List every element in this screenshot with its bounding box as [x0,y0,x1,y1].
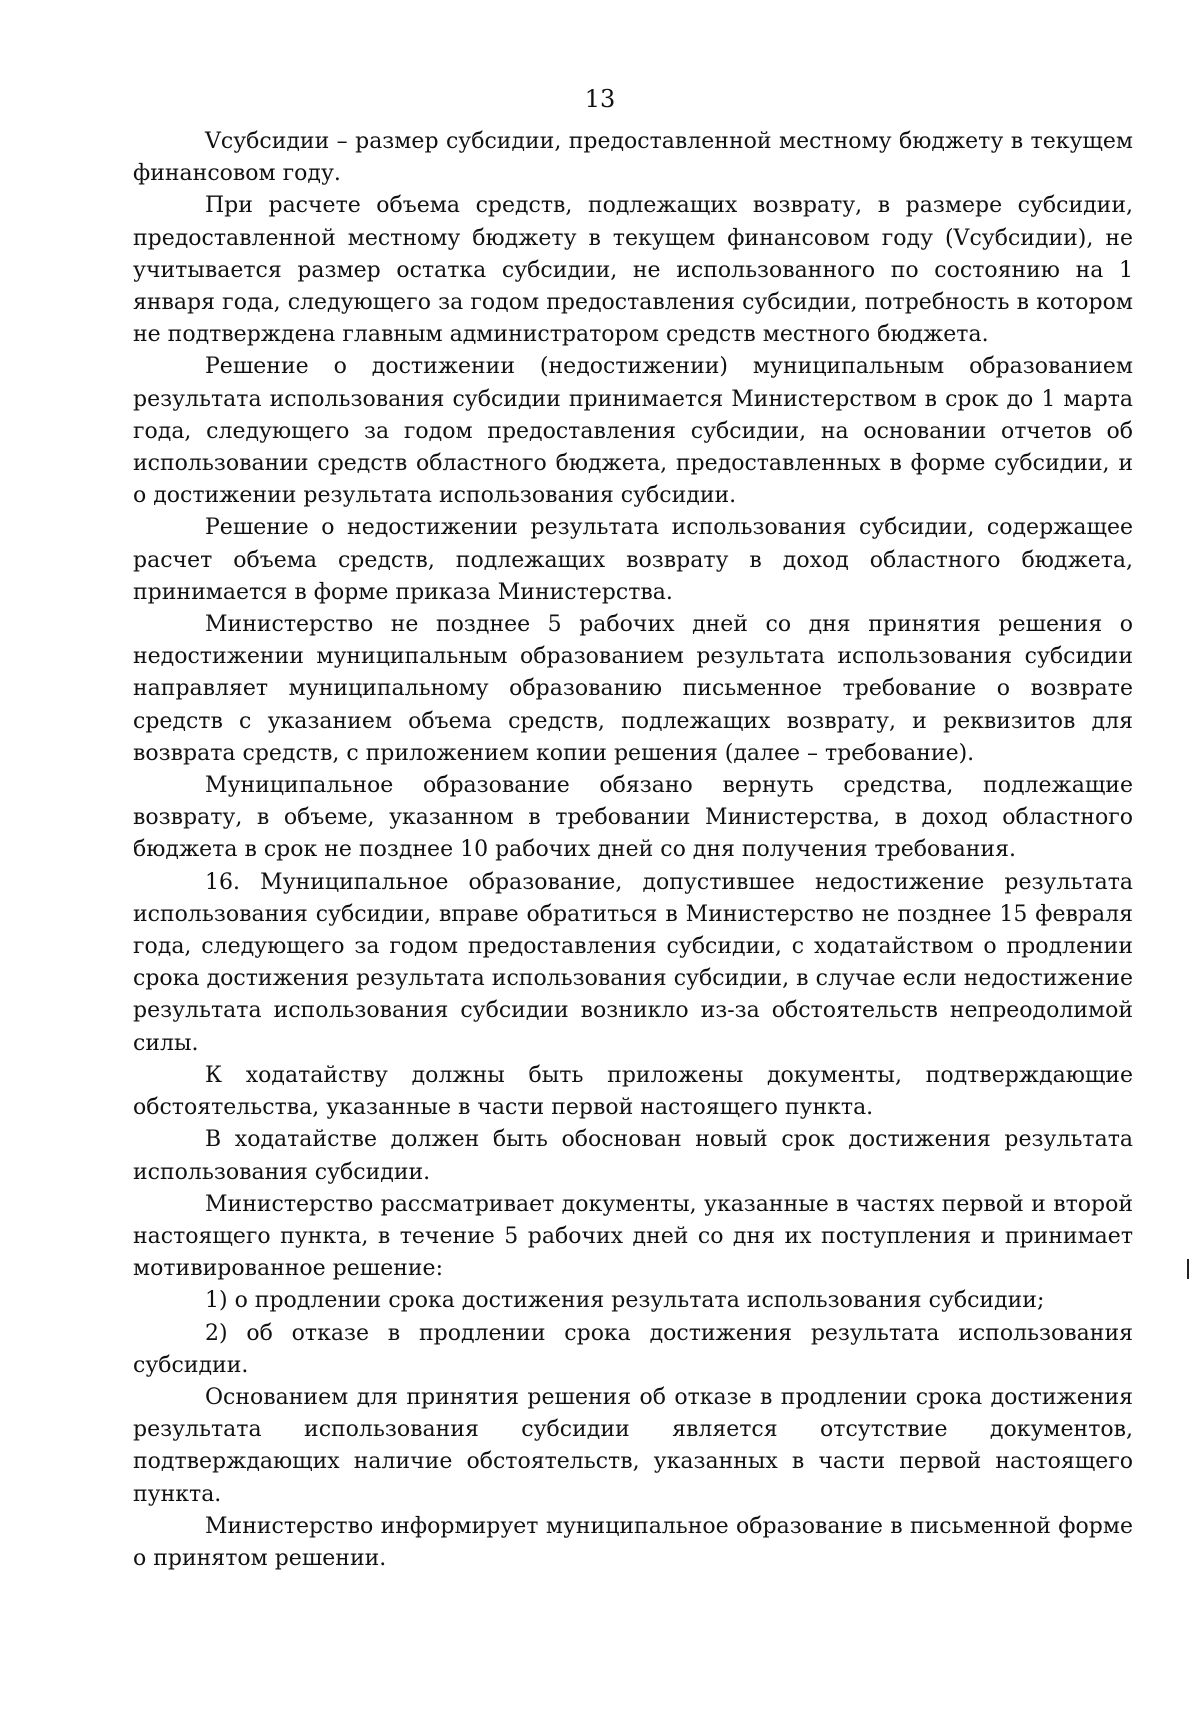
paragraph: Основанием для принятия решения об отказе в продлении срока достижения результата использования субсидии является отсутствие документов, подтверждающих наличие обстоятельств, указанных в части первой настоящего пункта. [133,1384,1133,1507]
scan-artifact-mark [1187,1259,1189,1279]
paragraph: Муниципальное образование обязано вернуть средства, подлежащие возврату, в объеме, указанном в требовании Министерства, в доход областного бюджета в срок не позднее 10 рабочих дней со дня получения требования. [133,773,1133,863]
paragraph: Министерство не позднее 5 рабочих дней со дня принятия решения о недостижении муниципальным образованием результата использования субсидии направляет муниципальному образованию письменное требование о возврате средств с указанием объема средств, подлежащих возврату, и реквизитов для возврата средств, с приложением копии решения (далее – требование). [133,612,1133,766]
paragraph: Vсубсидии – размер субсидии, предоставленной местному бюджету в текущем финансовом году. [133,129,1133,187]
list-item-2: 2) об отказе в продлении срока достижения результата использования субсидии. [133,1320,1133,1378]
document-body [133,126,1133,1575]
paragraph: Решение о достижении (недостижении) муниципальным образованием результата использования субсидии принимается Министерством в срок до 1 марта года, следующего за годом предоставления субсидии, на основании отчетов об использовании средств областного бюджета, предоставленных в форме субсидии, и о достижении результата использования субсидии. [133,354,1133,509]
page-number: 13 [584,85,616,113]
paragraph: Министерство информирует муниципальное образование в письменной форме о принятом решении. [133,1513,1133,1571]
paragraph: Министерство рассматривает документы, указанные в частях первой и второй настоящего пункта, в течение 5 рабочих дней со дня их поступления и принимает мотивированное решение: [133,1191,1133,1282]
paragraph: К ходатайству должны быть приложены документы, подтверждающие обстоятельства, указанные в части первой настоящего пункта. [133,1062,1133,1121]
list-item-1: 1) о продлении срока достижения результата использования субсидии; [205,1288,1045,1314]
paragraph: При расчете объема средств, подлежащих возврату, в размере субсидии, предоставленной местному бюджету в текущем финансовом году (Vсубсидии), не учитывается размер остатка субсидии, не использованного по состоянию на 1 января года, следующего за годом предоставления субсидии, потребность в котором не подтверждена главным администратором средств местного бюджета. [133,193,1133,348]
paragraph: В ходатайстве должен быть обоснован новый срок достижения результата использования субсидии. [133,1127,1133,1185]
paragraph: Решение о недостижении результата использования субсидии, содержащее расчет объема средств, подлежащих возврату в доход областного бюджета, принимается в форме приказа Министерства. [133,515,1133,605]
paragraph-section-16: 16. Муниципальное образование, допустившее недостижение результата использования субсидии, вправе обратиться в Министерство не позднее 15 февраля года, следующего за годом предоставления субсидии, с ходатайством о продлении срока достижения результата использования субсидии, в случае если недостижение результата использования субсидии возникло из-за обстоятельств непреодолимой силы. [133,869,1133,1056]
